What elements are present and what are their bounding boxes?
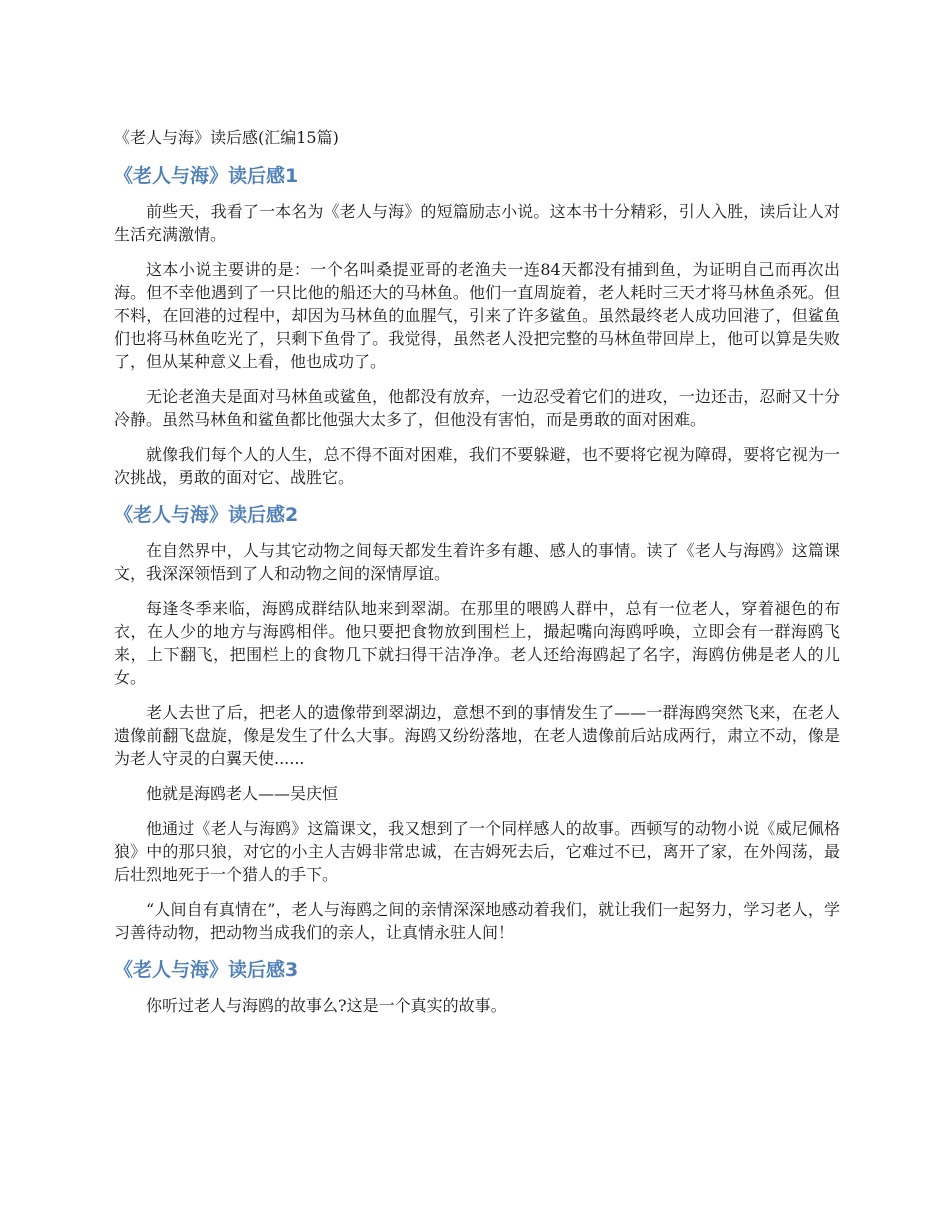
paragraph: 老人去世了后，把老人的遗像带到翠湖边，意想不到的事情发生了——一群海鸥突然飞来，在老人遗像前翻飞盘旋，像是发生了什么大事。海鸥又纷纷落地，在老人遗像前后站成两行，肃立不动，像是为老人守灵的白翼天使......	[114, 703, 840, 768]
section-3	[114, 956, 840, 1017]
paragraph: “人间自有真情在”，老人与海鸥之间的亲情深深地感动着我们，就让我们一起努力，学习老人，学习善待动物，把动物当成我们的亲人，让真情永驻人间！	[114, 900, 840, 942]
paragraph: 他通过《老人与海鸥》这篇课文，我又想到了一个同样感人的故事。西顿写的动物小说《威尼佩格狼》中的那只狼，对它的小主人吉姆非常忠诚，在吉姆死去后，它难过不已，离开了家，在外闯荡，最后壮烈地死于一个猎人的手下。	[114, 819, 840, 884]
section-1	[114, 162, 840, 489]
paragraph: 就像我们每个人的人生，总不得不面对困难，我们不要躲避，也不要将它视为障碍，要将它视为一次挑战，勇敢的面对它、战胜它。	[114, 445, 840, 487]
paragraph: 你听过老人与海鸥的故事么?这是一个真实的故事。	[146, 996, 507, 1015]
paragraph: 前些天，我看了一本名为《老人与海》的短篇励志小说。这本书十分精彩，引人入胜，读后让人对生活充满激情。	[114, 202, 840, 244]
section-heading: 《老人与海》读后感2	[114, 504, 299, 526]
document-page	[114, 126, 840, 1029]
paragraph: 他就是海鸥老人——吴庆恒	[146, 784, 339, 803]
section-2	[114, 501, 840, 944]
section-heading: 《老人与海》读后感1	[114, 165, 299, 187]
paragraph: 每逢冬季来临，海鸥成群结队地来到翠湖。在那里的喂鸥人群中，总有一位老人，穿着褪色的布衣，在人少的地方与海鸥相伴。他只要把食物放到围栏上，撮起嘴向海鸥呼唤，立即会有一群海鸥飞来，上下翻飞，把围栏上的食物几下就扫得干洁净净。老人还给海鸥起了名字，海鸥仿佛是老人的儿女。	[114, 599, 840, 687]
paragraph: 这本小说主要讲的是：一个名叫桑提亚哥的老渔夫一连84天都没有捕到鱼，为证明自己而再次出海。但不幸他遇到了一只比他的船还大的马林鱼。他们一直周旋着，老人耗时三天才将马林鱼杀死。但不料，在回港的过程中，却因为马林鱼的血腥气，引来了许多鲨鱼。虽然最终老人成功回港了，但鲨鱼们也将马林鱼吃光了，只剩下鱼骨了。我觉得，虽然老人没把完整的马林鱼带回岸上，他可以算是失败了，但从某种意义上看，他也成功了。	[114, 260, 840, 371]
paragraph: 无论老渔夫是面对马林鱼或鲨鱼，他都没有放弃，一边忍受着它们的进攻，一边还击，忍耐又十分冷静。虽然马林鱼和鲨鱼都比他强大太多了，但他没有害怕，而是勇敢的面对困难。	[114, 387, 840, 429]
section-heading: 《老人与海》读后感3	[114, 959, 299, 981]
document-title: 《老人与海》读后感(汇编15篇)	[114, 128, 339, 147]
paragraph: 在自然界中，人与其它动物之间每天都发生着许多有趣、感人的事情。读了《老人与海鸥》这篇课文，我深深领悟到了人和动物之间的深情厚谊。	[114, 541, 840, 583]
